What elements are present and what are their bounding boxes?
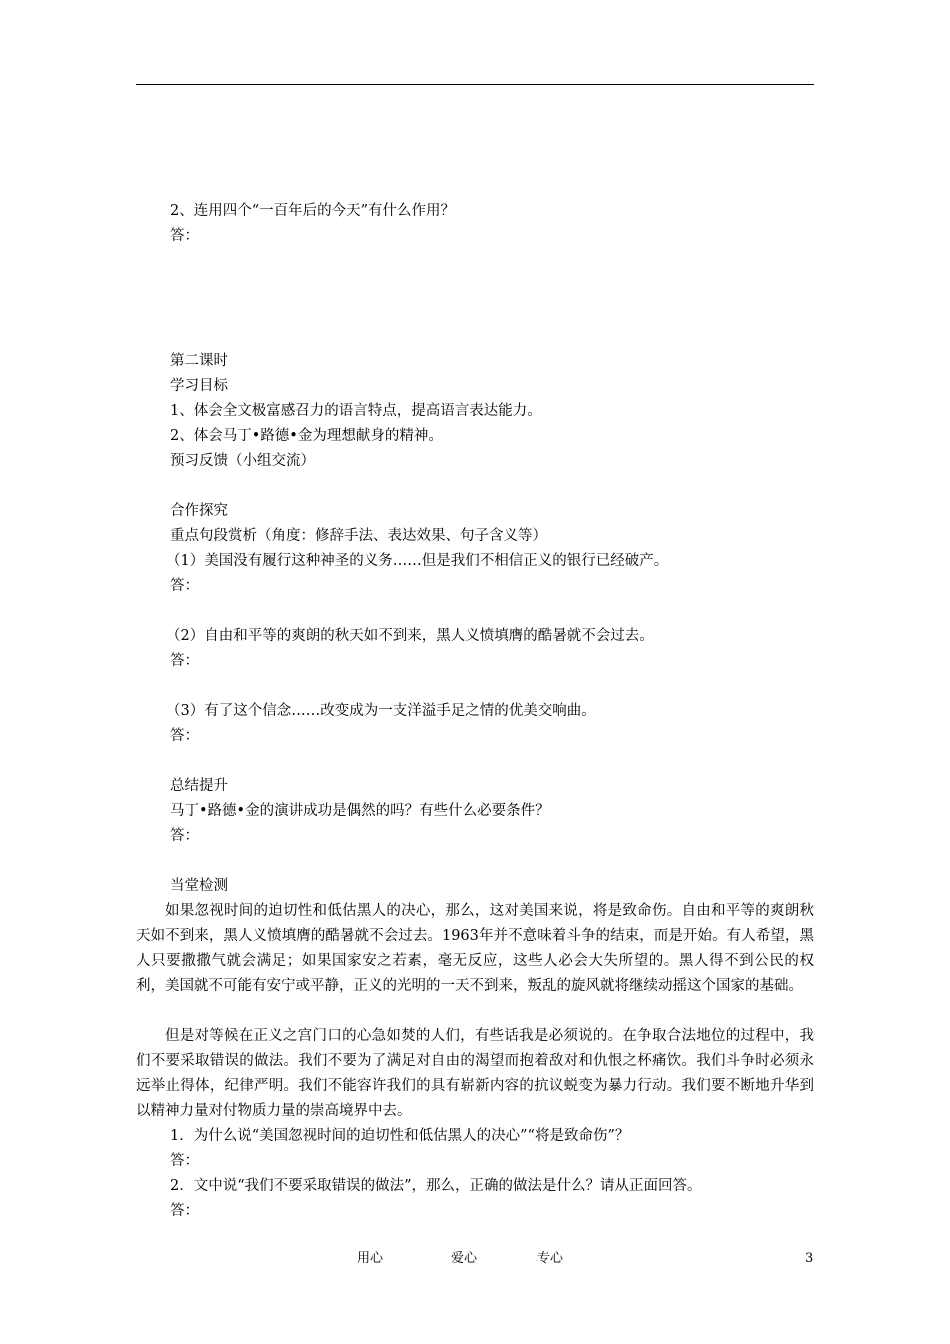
key-sentence-1-answer-label: 答：	[170, 578, 199, 594]
test-question-1-answer-label: 答：	[170, 1153, 199, 1169]
key-sentence-1: （1）美国没有履行这种神圣的义务……但是我们不相信正义的银行已经破产。	[166, 553, 669, 569]
test-question-2: 2．文中说“我们不要采取错误的做法”，那么，正确的做法是什么？请从正面回答。	[170, 1178, 702, 1194]
footer-motto-2: 爱心	[451, 1251, 478, 1266]
footer-motto-3: 专心	[537, 1251, 564, 1266]
key-sentence-2: （2）自由和平等的爽朗的秋天如不到来，黑人义愤填膺的酷暑就不会过去。	[166, 628, 654, 644]
test-question-2-answer-label: 答：	[170, 1203, 199, 1219]
question-2-answer-label: 答：	[170, 228, 199, 244]
summary-answer-label: 答：	[170, 828, 199, 844]
header-rule	[136, 84, 814, 85]
reading-paragraph-1: 如果忽视时间的迫切性和低估黑人的决心，那么，这对美国来说，将是致命伤。自由和平等的爽朗秋天如不到来，黑人义愤填膺的酷暑就不会过去。1963年并不意味着斗争的结束，而是开始。有人希望，黑人只要撒撒气就会满足；如果国家安之若素，毫无反应，这些人必会大失所望的。黑人得不到公民的权利，美国就不可能有安宁或平静，正义的光明的一天不到来，叛乱的旋风就将继续动摇这个国家的基础。	[136, 903, 814, 994]
question-2-text: 2、连用四个“一百年后的今天”有什么作用？	[170, 203, 456, 219]
key-sentences-subheading: 重点句段赏析（角度：修辞手法、表达效果、句子含义等）	[170, 528, 547, 544]
summary-heading: 总结提升	[170, 778, 228, 794]
in-class-test-heading: 当堂检测	[170, 878, 228, 894]
reading-paragraph-2: 但是对等候在正义之宫门口的心急如焚的人们，有些话我是必须说的。在争取合法地位的过程中，我们不要采取错误的做法。我们不要为了满足对自由的渴望而抱着敌对和仇恨之杯痛饮。我们斗争时必须永远举止得体，纪律严明。我们不能容许我们的具有崭新内容的抗议蜕变为暴力行动。我们要不断地升华到以精神力量对付物质力量的崇高境界中去。	[136, 1028, 814, 1119]
summary-question: 马丁•路德•金的演讲成功是偶然的吗？有些什么必要条件？	[170, 803, 550, 819]
test-question-1: 1．为什么说“美国忽视时间的迫切性和低估黑人的决心”“将是致命伤”？	[170, 1128, 630, 1144]
cooperation-heading: 合作探究	[170, 503, 228, 519]
page-number: 3	[805, 1251, 814, 1266]
key-sentence-2-answer-label: 答：	[170, 653, 199, 669]
lesson-2-title: 第二课时	[170, 353, 228, 369]
key-sentence-3-answer-label: 答：	[170, 728, 199, 744]
learning-goal-1: 1、体会全文极富感召力的语言特点，提高语言表达能力。	[170, 403, 542, 419]
key-sentence-3: （3）有了这个信念……改变成为一支洋溢手足之情的优美交响曲。	[166, 703, 596, 719]
learning-goals-heading: 学习目标	[170, 378, 228, 394]
footer-motto-1: 用心	[357, 1251, 384, 1266]
preview-feedback-heading: 预习反馈（小组交流）	[170, 453, 315, 469]
learning-goal-2: 2、体会马丁•路德•金为理想献身的精神。	[170, 428, 443, 444]
